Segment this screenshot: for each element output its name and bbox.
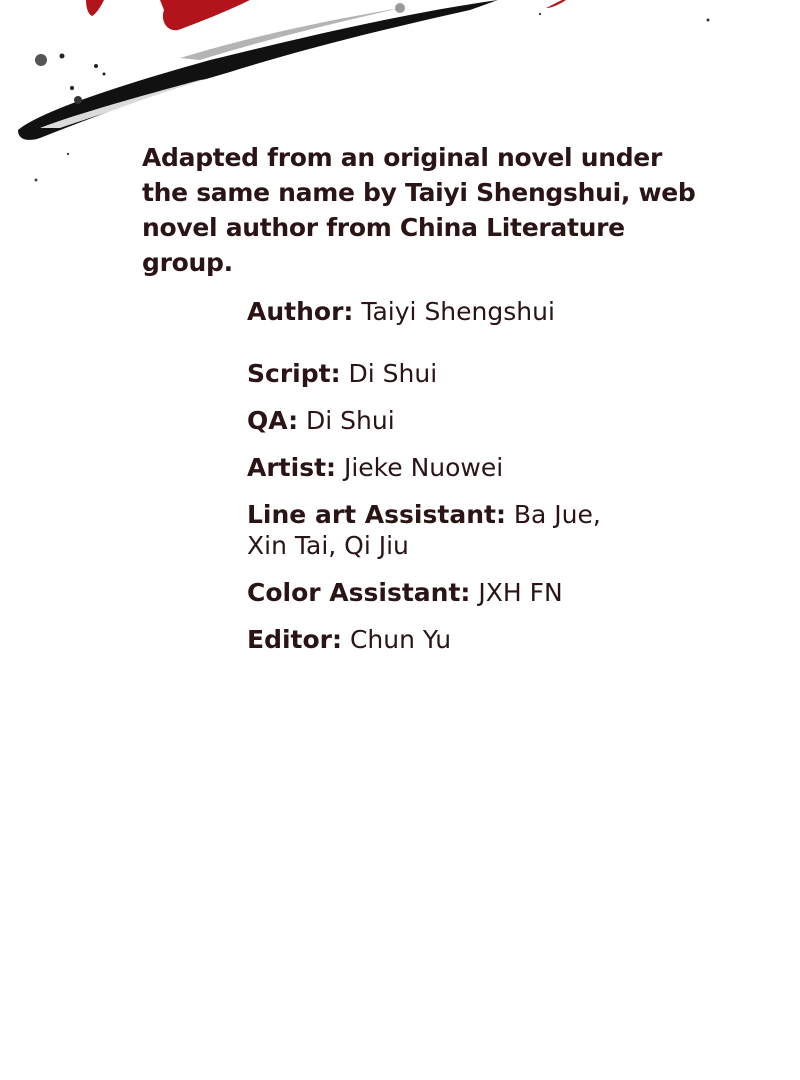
credit-color-assistant	[247, 577, 667, 608]
ink-splatter-dot	[94, 64, 98, 68]
adaptation-note: Adapted from an original novel under the same name by Taiyi Shengshui, web novel author from China Literature group.	[142, 143, 696, 277]
ink-splatter-dot	[70, 86, 74, 90]
credit-name: Taiyi Shengshui	[353, 297, 555, 326]
ink-splatter-dot	[35, 179, 38, 182]
credit-name: Ba Jue, Xin Tai, Qi Jiu	[247, 500, 601, 560]
red-ink-stroke-tip	[546, 0, 566, 8]
credit-script	[247, 358, 667, 389]
credit-line-art-assistant	[247, 499, 607, 561]
credit-author	[247, 296, 667, 327]
credit-role: Artist:	[247, 453, 337, 482]
credit-name: Di Shui	[340, 359, 438, 388]
ink-splatter-dot	[60, 54, 65, 59]
red-ink-stroke	[160, 0, 250, 30]
ink-splatter-dot	[67, 153, 69, 155]
credit-name: Chun Yu	[342, 625, 452, 654]
ink-splatter-dot	[35, 54, 47, 66]
credit-role: Editor:	[247, 625, 342, 654]
credit-name: Jieke Nuowei	[336, 453, 504, 482]
credit-name: JXH FN	[470, 578, 563, 607]
ink-splatter-dot	[395, 3, 405, 13]
red-ink-stroke-small	[86, 0, 104, 16]
credit-editor	[247, 624, 667, 655]
ink-splatter-dot	[74, 96, 82, 104]
ink-splatter-dot	[103, 73, 106, 76]
credit-qa	[247, 405, 667, 436]
credit-role: Author:	[247, 297, 354, 326]
ink-splatter-dot	[539, 13, 541, 15]
credit-role: Color Assistant:	[247, 578, 471, 607]
credit-name: Di Shui	[298, 406, 395, 435]
credit-role: Line art Assistant:	[247, 500, 506, 529]
credit-role: QA:	[247, 406, 299, 435]
credit-role: Script:	[247, 359, 341, 388]
ink-splatter-dot	[707, 19, 710, 22]
credit-artist	[247, 452, 667, 483]
black-brush-stroke	[18, 0, 498, 140]
